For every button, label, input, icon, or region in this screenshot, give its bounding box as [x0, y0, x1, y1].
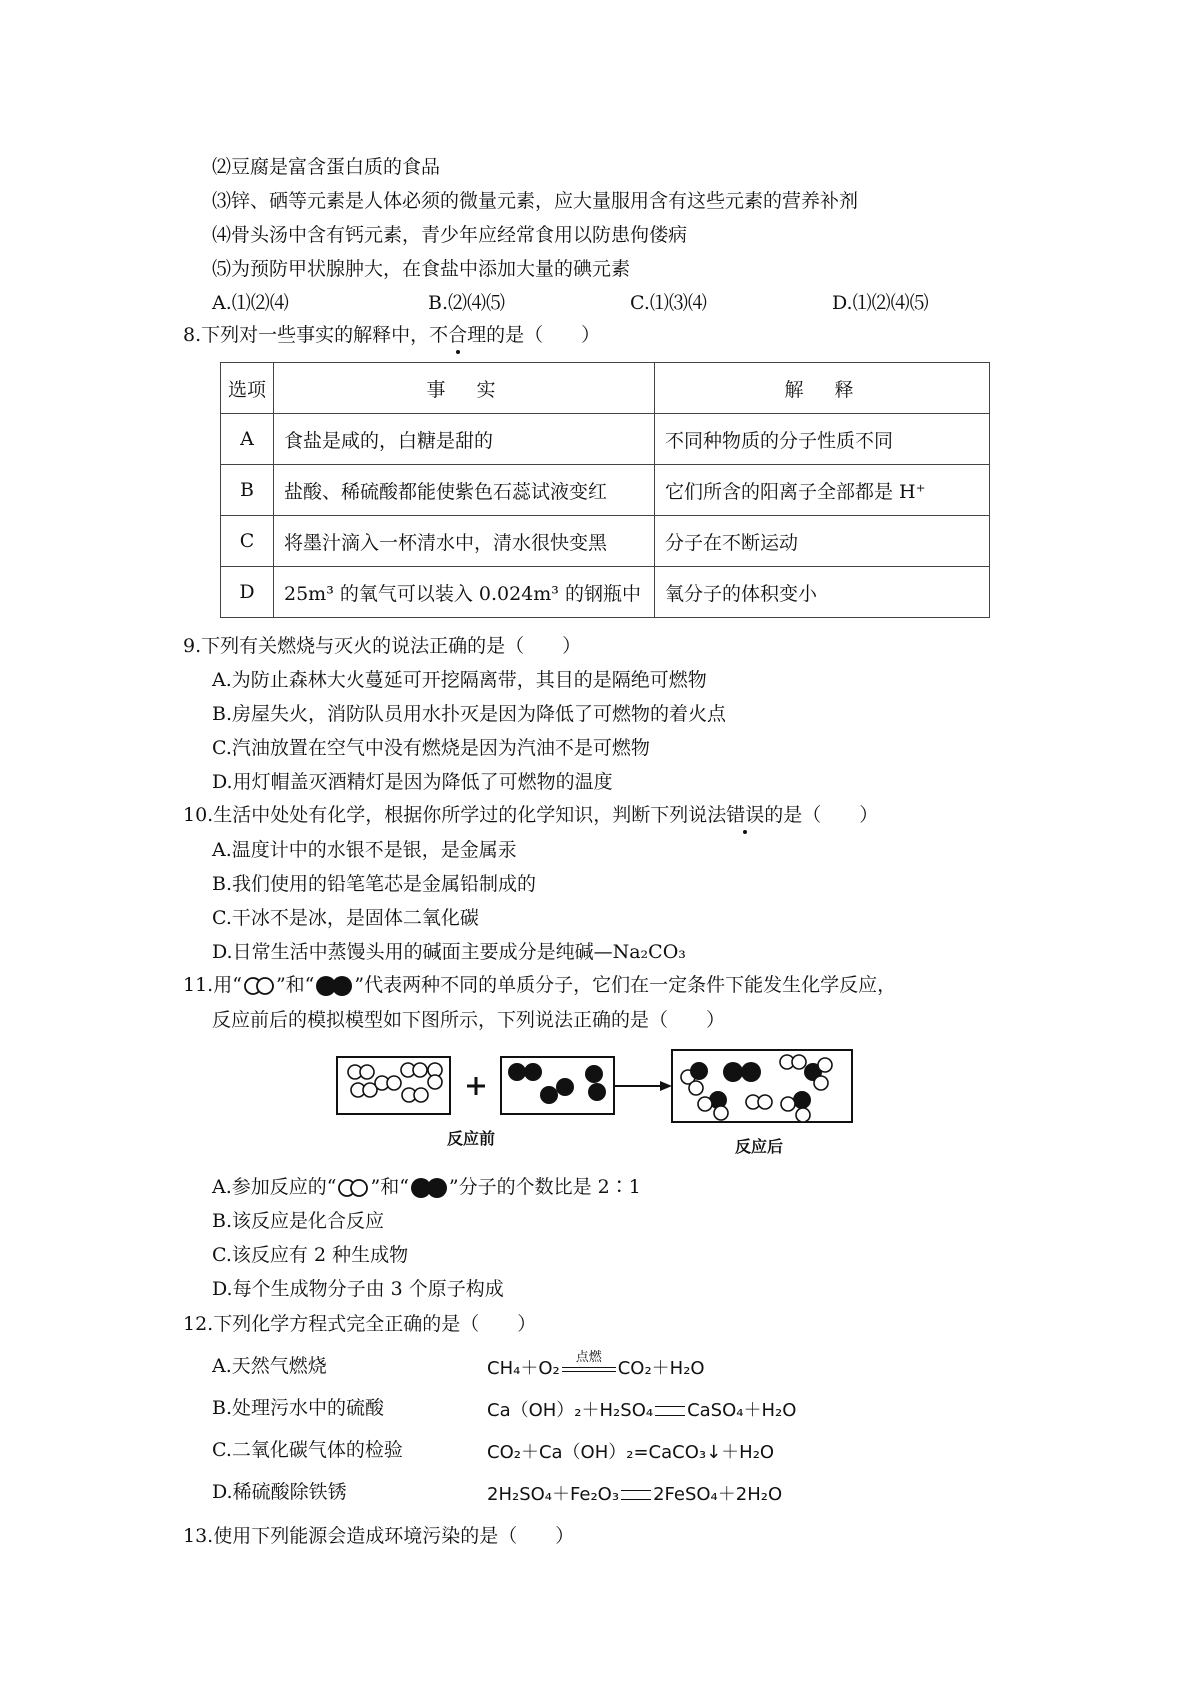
q12-equation-a: CH₄＋O₂ 点燃 CO₂＋H₂O	[487, 1350, 705, 1379]
q9-option-a: A.为防止森林大火蔓延可开挖隔离带，其目的是隔绝可燃物	[212, 669, 707, 691]
q12-option-d-label: D.稀硫酸除铁锈	[212, 1481, 347, 1503]
q10-stem: 10.生活中处处有化学，根据你所学过的化学知识，判断下列说法错误的是（ ）	[183, 804, 879, 826]
q11-option-b: B.该反应是化合反应	[212, 1210, 385, 1232]
table-header-row	[221, 363, 990, 414]
white-molecule-icon	[336, 1178, 370, 1198]
q7-option-b: B.⑵⑷⑸	[428, 292, 506, 314]
equals-sign	[655, 1406, 685, 1416]
q12-option-c-label: C.二氧化碳气体的检验	[212, 1439, 403, 1461]
white-molecule-icon	[242, 976, 276, 996]
q10-option-a: A.温度计中的水银不是银，是金属汞	[212, 839, 517, 861]
q11-option-c: C.该反应有 2 种生成物	[212, 1244, 409, 1266]
q8-emphasis: 不合理	[429, 324, 487, 346]
q9-option-c: C.汽油放置在空气中没有燃烧是因为汽油不是可燃物	[212, 737, 650, 759]
q7-item-2: ⑵豆腐是富含蛋白质的食品	[212, 156, 441, 178]
table-header-fact: 事 实	[274, 363, 655, 414]
caption-after: 反应后	[735, 1137, 784, 1156]
plus-icon	[467, 1077, 485, 1095]
q7-item-4: ⑷骨头汤中含有钙元素，青少年应经常食用以防患佝偻病	[212, 224, 688, 246]
q11-stem-line2: 反应前后的模拟模型如下图所示，下列说法正确的是（ ）	[212, 1009, 726, 1031]
q7-item-5: ⑸为预防甲状腺肿大，在食盐中添加大量的碘元素	[212, 258, 631, 280]
q7-option-c: C.⑴⑶⑷	[630, 292, 707, 314]
q9-option-d: D.用灯帽盖灭酒精灯是因为降低了可燃物的温度	[212, 771, 613, 793]
q7-option-a: A.⑴⑵⑷	[212, 292, 289, 314]
q11-option-a: A.参加反应的“ ”和“ ”分子的个数比是 2∶1	[212, 1176, 641, 1198]
q9-stem: 9.下列有关燃烧与灭火的说法正确的是（ ）	[183, 635, 582, 657]
q12-option-b-label: B.处理污水中的硫酸	[212, 1397, 385, 1419]
q7-option-d: D.⑴⑵⑷⑸	[832, 292, 929, 314]
q12-stem: 12.下列化学方程式完全正确的是（ ）	[183, 1313, 537, 1335]
q7-item-3: ⑶锌、硒等元素是人体必须的微量元素，应大量服用含有这些元素的营养补剂	[212, 190, 859, 212]
table-row: D 25m³ 的氧气可以装入 0.024m³ 的钢瓶中 氧分子的体积变小	[221, 567, 990, 618]
q10-option-d: D.日常生活中蒸馒头用的碱面主要成分是纯碱—Na₂CO₃	[212, 941, 686, 963]
q12-option-a-label: A.天然气燃烧	[212, 1355, 327, 1377]
table-row: C 将墨汁滴入一杯清水中，清水很快变黑 分子在不断运动	[221, 516, 990, 567]
q12-equation-b: Ca（OH）₂＋H₂SO₄ CaSO₄＋H₂O	[487, 1400, 797, 1421]
reaction-condition: 点燃	[560, 1358, 618, 1380]
table-row: B 盐酸、稀硫酸都能使紫色石蕊试液变红 它们所含的阳离子全部都是 H⁺	[221, 465, 990, 516]
q9-option-b: B.房屋失火，消防队员用水扑灭是因为降低了可燃物的着火点	[212, 703, 727, 725]
q10-emphasis: 错误	[726, 804, 765, 826]
q12-equation-c: CO₂＋Ca（OH）₂=CaCO₃↓＋H₂O	[487, 1442, 775, 1463]
q11-stem: 11.用“ ”和“ ”代表两种不同的单质分子，它们在一定条件下能发生化学反应，	[183, 974, 897, 996]
arrow-icon	[614, 1081, 672, 1091]
q11-option-d: D.每个生成物分子由 3 个原子构成	[212, 1278, 504, 1300]
q10-option-b: B.我们使用的铅笔笔芯是金属铅制成的	[212, 873, 537, 895]
q12-equation-d: 2H₂SO₄＋Fe₂O₃ 2FeSO₄＋2H₂O	[487, 1484, 783, 1505]
table-header-option: 选项	[221, 363, 274, 414]
q13-stem: 13.使用下列能源会造成环境污染的是（ ）	[183, 1525, 575, 1547]
black-molecule-icon	[409, 1177, 449, 1199]
table-row: A 食盐是咸的，白糖是甜的 不同种物质的分子性质不同	[221, 414, 990, 465]
q8-facts-table	[220, 362, 990, 618]
equals-sign	[621, 1490, 651, 1500]
caption-before: 反应前	[447, 1129, 496, 1148]
black-molecule-icon	[314, 975, 354, 997]
q10-option-c: C.干冰不是冰，是固体二氧化碳	[212, 907, 479, 929]
q8-stem: 8.下列对一些事实的解释中，不合理的是（ ）	[183, 324, 601, 346]
table-header-explain: 解 释	[655, 363, 990, 414]
